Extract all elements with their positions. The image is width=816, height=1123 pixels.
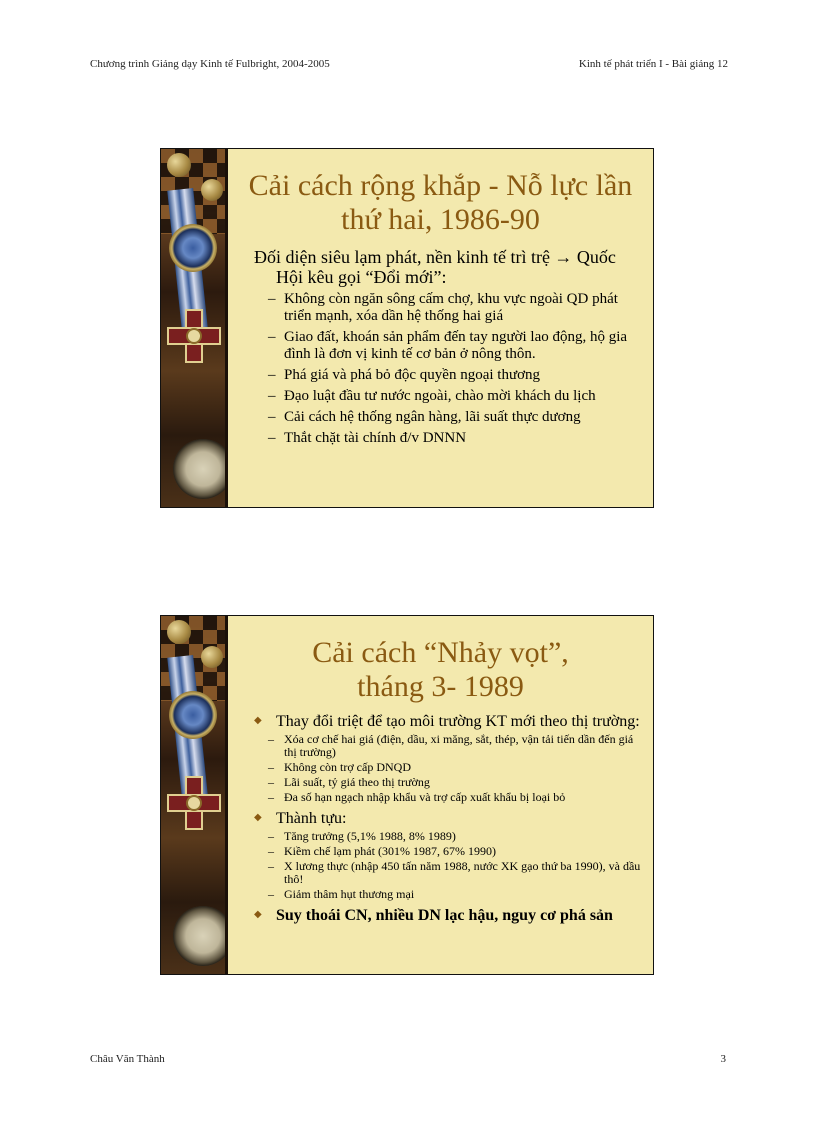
slide-1 [160, 148, 654, 508]
slide-2 [160, 615, 654, 975]
slide-2-bullet-1-item: – Đa số hạn ngạch nhập khẩu và trợ cấp xuất khẩu bị loại bỏ [250, 791, 643, 804]
slide-2-bullet-1-item: – Xóa cơ chế hai giá (điện, dầu, xi măng, sắt, thép, vận tải tiến dần đến giá thị trường) [250, 733, 643, 759]
slide-2-bullet-1-item: – Không còn trợ cấp DNQD [250, 761, 643, 774]
page-header-right: Kinh tế phát triển I - Bài giảng 12 [578, 58, 728, 70]
slide-2-bullet-1-text: Thay đổi triệt để tạo môi trường KT mới theo thị trường: [276, 713, 640, 730]
page-header-left: Chương trình Giảng dạy Kinh tế Fulbright, 2004-2005 [90, 58, 330, 70]
slide-decoration-image [161, 149, 228, 507]
slide-1-item: – Cải cách hệ thống ngân hàng, lãi suất thực dương [250, 409, 643, 426]
slide-2-title-line-2: tháng 3- 1989 [357, 670, 524, 703]
slide-2-bullet-3 [242, 906, 645, 925]
coin-image [201, 646, 223, 668]
slide-1-item: – Thắt chặt tài chính đ/v DNNN [250, 430, 643, 447]
slide-2-content [228, 616, 653, 974]
slide-1-title [228, 169, 653, 237]
coin-image [167, 620, 191, 644]
cross-medal-center [186, 328, 202, 344]
page-number: 3 [720, 1053, 726, 1065]
slide-1-item: – Giao đất, khoán sản phẩm đến tay người lao động, hộ gia đình là đơn vị kinh tế cơ bản ở nông thôn. [250, 329, 643, 363]
compass-image [173, 439, 228, 499]
medal-image [169, 691, 217, 739]
slide-2-title-line-1: Cải cách “Nhảy vọt”, [312, 636, 569, 669]
slide-2-bullet-1 [242, 712, 645, 731]
slide-2-bullet-3-text: Suy thoái CN, nhiều DN lạc hậu, nguy cơ phá sản [276, 907, 613, 924]
cross-medal-center [186, 795, 202, 811]
slide-2-bullet-2-item: – X lương thực (nhập 450 tấn năm 1988, nước XK gạo thứ ba 1990), và dầu thô! [250, 860, 643, 886]
medal-image [169, 224, 217, 272]
slide-2-bullet-2-item: – Tăng trưởng (5,1% 1988, 8% 1989) [250, 830, 643, 843]
slide-1-title-line-1: Cải cách rộng khắp - Nỗ lực lần [248, 169, 633, 202]
coin-image [201, 179, 223, 201]
slide-decoration-image [161, 616, 228, 974]
compass-image [173, 906, 228, 966]
slide-2-bullet-2-item: – Kiềm chế lạm phát (301% 1987, 67% 1990) [250, 845, 643, 858]
slide-1-title-line-2: thứ hai, 1986-90 [341, 203, 540, 236]
coin-image [167, 153, 191, 177]
page-footer-author: Châu Văn Thành [90, 1053, 165, 1065]
slide-1-intro: Đối diện siêu lạm phát, nền kinh tế trì trệ → Quốc Hội kêu gọi “Đổi mới”: [254, 247, 616, 287]
slide-1-content [228, 149, 653, 507]
slide-1-item: – Không còn ngăn sông cấm chợ, khu vực ngoài QD phát triển mạnh, xóa dần hệ thống hai giá [250, 291, 643, 325]
slide-1-item: – Phá giá và phá bỏ độc quyền ngoại thương [250, 367, 643, 384]
slide-2-bullet-2 [242, 809, 645, 828]
slide-1-item: – Đạo luật đầu tư nước ngoài, chào mời khách du lịch [250, 388, 643, 405]
slide-2-bullet-2-item: – Giảm thâm hụt thương mại [250, 888, 643, 901]
slide-2-title [228, 636, 653, 704]
slide-2-bullet-1-item: – Lãi suất, tỷ giá theo thị trường [250, 776, 643, 789]
slide-2-bullet-2-text: Thành tựu: [276, 810, 347, 827]
